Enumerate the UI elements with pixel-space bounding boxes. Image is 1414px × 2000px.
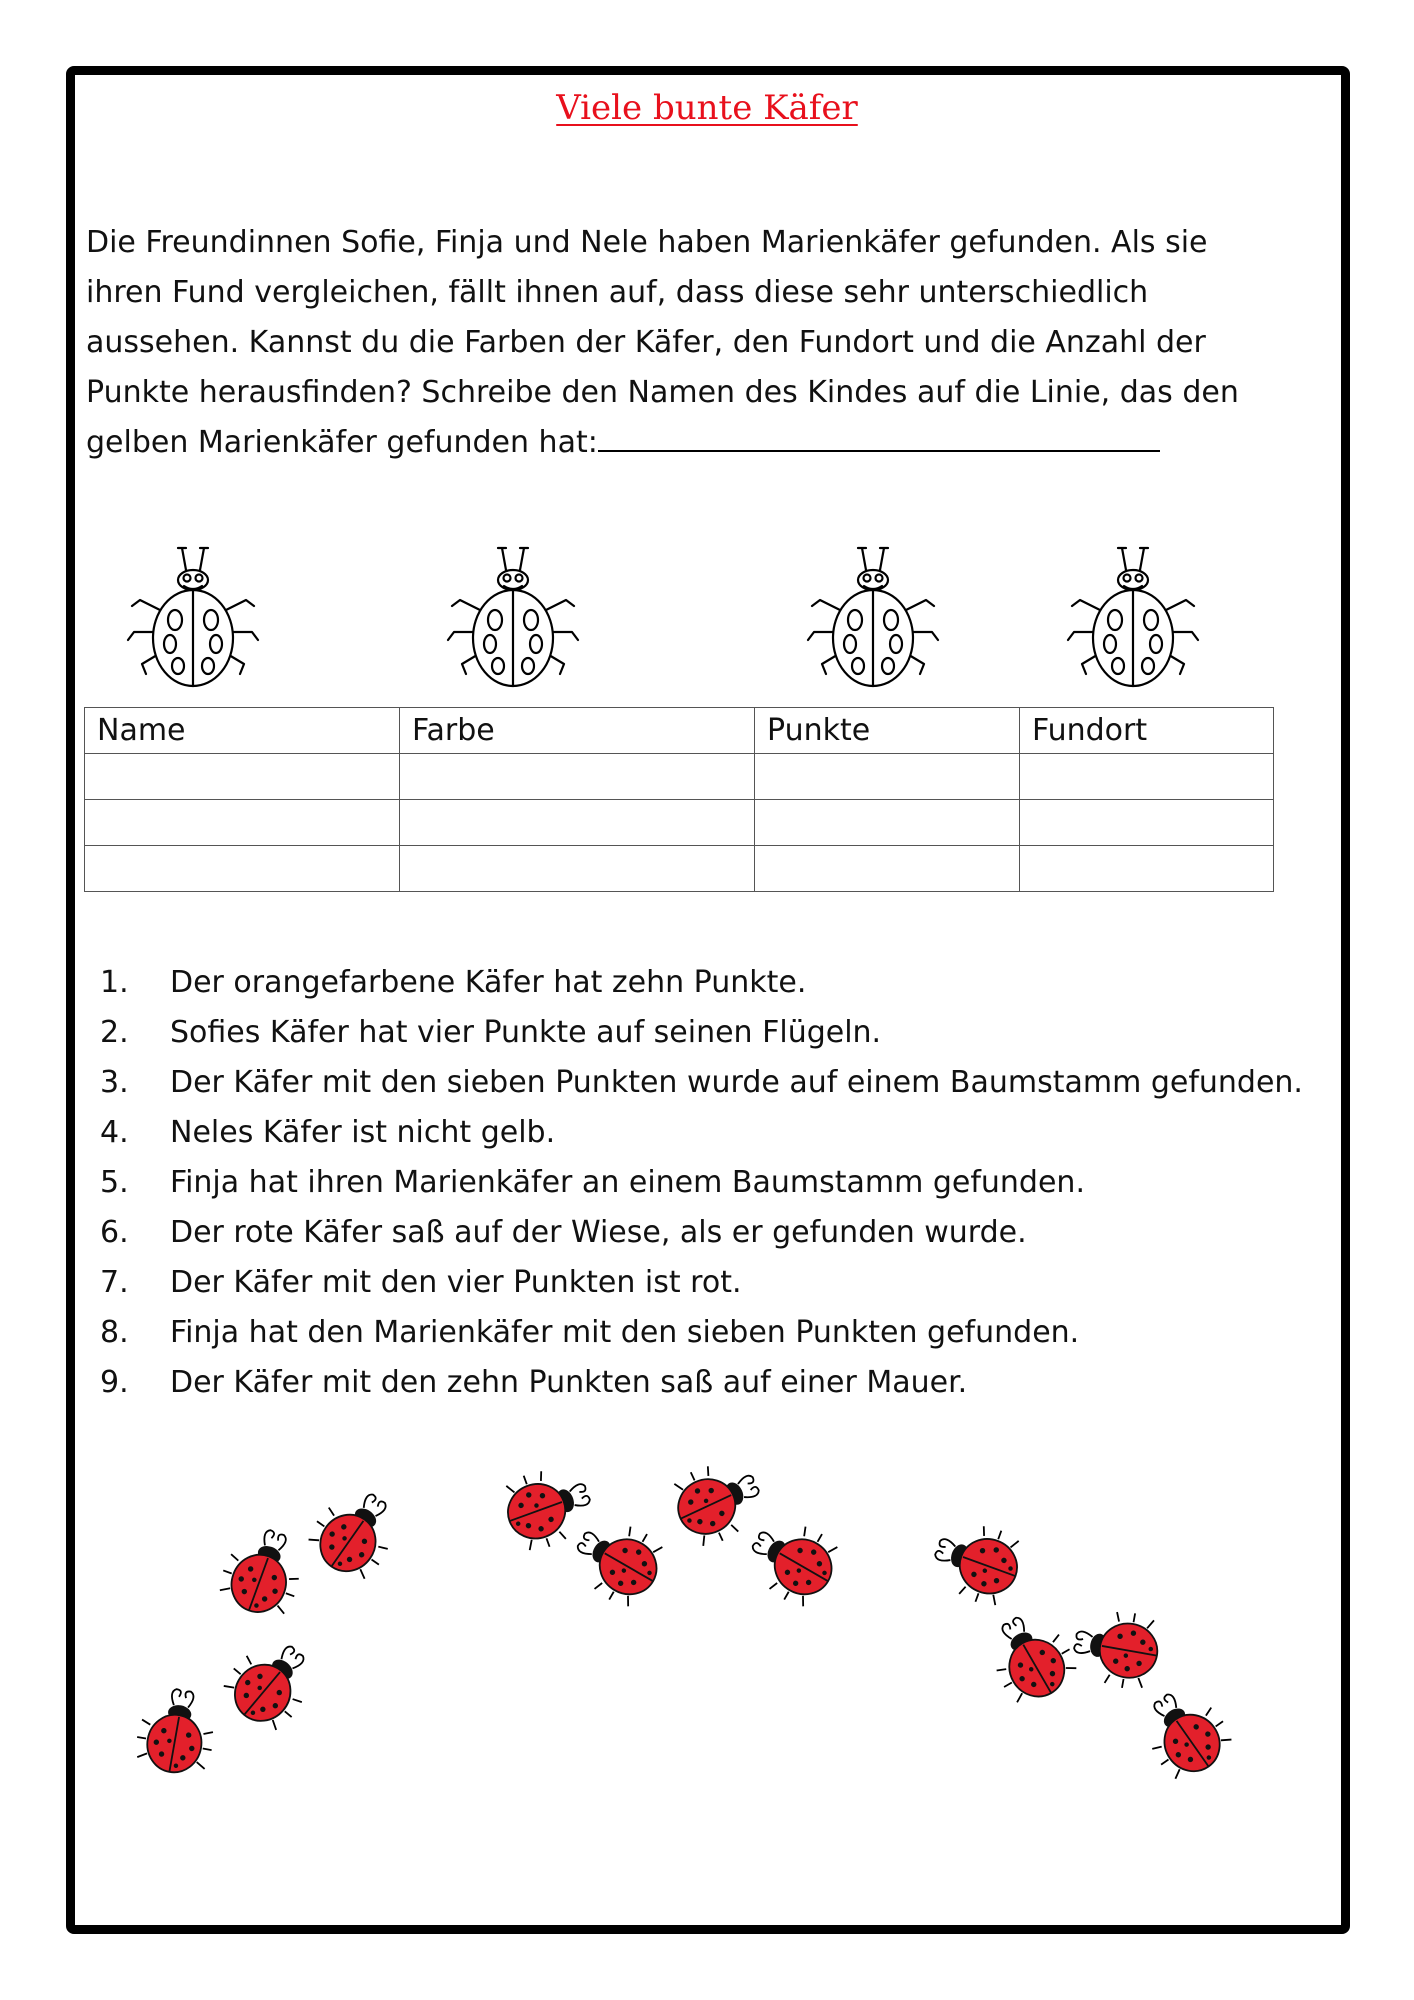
clue-number: 9. bbox=[100, 1365, 129, 1400]
table-cell[interactable] bbox=[400, 800, 755, 846]
answer-line[interactable] bbox=[598, 422, 1160, 452]
intro-line: Punkte herausfinden? Schreibe den Namen des Kindes auf die Linie, das den bbox=[86, 375, 1239, 410]
intro-line-last bbox=[86, 418, 1286, 468]
ladybug-outline-icon bbox=[438, 540, 588, 710]
clue-text: Finja hat ihren Marienkäfer an einem Baumstamm gefunden. bbox=[170, 1165, 1085, 1200]
table-cell[interactable] bbox=[1020, 846, 1274, 892]
list-item bbox=[100, 1008, 1340, 1058]
red-ladybug-icon bbox=[977, 1602, 1084, 1712]
table-header-cell: Farbe bbox=[400, 708, 755, 754]
clue-text: Der rote Käfer saß auf der Wiese, als er gefunden wurde. bbox=[170, 1215, 1027, 1250]
red-ladybug-icon bbox=[737, 1507, 847, 1614]
table-cell[interactable] bbox=[400, 846, 755, 892]
red-ladybug-icon bbox=[213, 1520, 312, 1624]
table-cell[interactable] bbox=[85, 800, 400, 846]
red-ladybug-icon bbox=[300, 1477, 409, 1588]
list-item bbox=[100, 958, 1340, 1008]
list-item bbox=[100, 1208, 1340, 1258]
clue-text: Neles Käfer ist nicht gelb. bbox=[170, 1115, 556, 1150]
table-row bbox=[85, 800, 1274, 846]
ladybug-outline-icon bbox=[118, 540, 268, 710]
clue-number: 4. bbox=[100, 1115, 129, 1150]
intro-line: Die Freundinnen Sofie, Finja und Nele haben Marienkäfer gefunden. Als sie bbox=[86, 225, 1208, 260]
clue-number: 2. bbox=[100, 1015, 129, 1050]
table-header-cell: Fundort bbox=[1020, 708, 1274, 754]
ladybug-outline-icon bbox=[798, 540, 948, 710]
clue-number: 5. bbox=[100, 1165, 129, 1200]
table-row bbox=[85, 846, 1274, 892]
list-item bbox=[100, 1058, 1340, 1108]
table-cell[interactable] bbox=[1020, 800, 1274, 846]
list-item bbox=[100, 1258, 1340, 1308]
red-ladybug-icon bbox=[132, 1684, 221, 1779]
table-cell[interactable] bbox=[400, 754, 755, 800]
clue-number: 6. bbox=[100, 1215, 129, 1250]
red-ladybug-icon bbox=[1130, 1677, 1239, 1788]
list-item bbox=[100, 1108, 1340, 1158]
clue-number: 3. bbox=[100, 1065, 129, 1100]
intro-line: gelben Marienkäfer gefunden hat: bbox=[86, 425, 598, 460]
red-ladybug-icon bbox=[665, 1450, 772, 1553]
table-header-cell: Punkte bbox=[755, 708, 1020, 754]
list-item bbox=[100, 1358, 1340, 1408]
clue-text: Sofies Käfer hat vier Punkte auf seinen Flügeln. bbox=[170, 1015, 882, 1050]
clue-number: 1. bbox=[100, 965, 129, 1000]
table-cell[interactable] bbox=[755, 754, 1020, 800]
clue-list bbox=[100, 958, 1340, 1408]
table-cell[interactable] bbox=[85, 846, 400, 892]
ladybug-decoration bbox=[120, 1450, 1250, 1830]
clue-text: Der Käfer mit den sieben Punkten wurde auf einem Baumstamm gefunden. bbox=[170, 1065, 1303, 1100]
table-row bbox=[85, 754, 1274, 800]
ladybug-outline-icon bbox=[1058, 540, 1208, 710]
list-item bbox=[100, 1158, 1340, 1208]
red-ladybug-icon bbox=[497, 1457, 601, 1556]
table-header-row bbox=[85, 708, 1274, 754]
intro-line: ihren Fund vergleichen, fällt ihnen auf, dass diese sehr unterschiedlich bbox=[86, 275, 1149, 310]
red-ladybug-icon bbox=[215, 1627, 326, 1739]
clue-number: 8. bbox=[100, 1315, 129, 1350]
intro-line: aussehen. Kannst du die Farben der Käfer, den Fundort und die Anzahl der bbox=[86, 325, 1206, 360]
red-ladybug-icon bbox=[1069, 1604, 1164, 1693]
clue-text: Der orangefarbene Käfer hat zehn Punkte. bbox=[170, 965, 807, 1000]
intro-paragraph bbox=[86, 218, 1286, 468]
clue-text: Finja hat den Marienkäfer mit den sieben Punkten gefunden. bbox=[170, 1315, 1080, 1350]
red-ladybug-icon bbox=[562, 1507, 672, 1614]
clue-text: Der Käfer mit den zehn Punkten saß auf einer Mauer. bbox=[170, 1365, 968, 1400]
clue-text: Der Käfer mit den vier Punkten ist rot. bbox=[170, 1265, 742, 1300]
table-header-cell: Name bbox=[85, 708, 400, 754]
table-cell[interactable] bbox=[85, 754, 400, 800]
list-item bbox=[100, 1308, 1340, 1358]
table-cell[interactable] bbox=[755, 846, 1020, 892]
solution-table bbox=[84, 707, 1274, 892]
table-cell[interactable] bbox=[1020, 754, 1274, 800]
red-ladybug-icon bbox=[925, 1512, 1029, 1611]
clue-number: 7. bbox=[100, 1265, 129, 1300]
worksheet-title: Viele bunte Käfer bbox=[556, 88, 858, 128]
table-cell[interactable] bbox=[755, 800, 1020, 846]
